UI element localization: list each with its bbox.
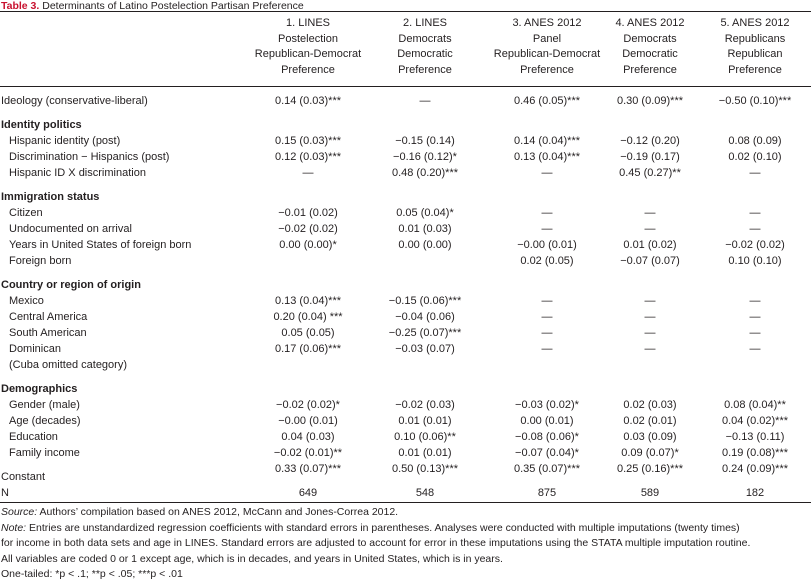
- cell-col-2: −0.15 (0.14): [395, 135, 455, 147]
- cell-col-1: 0.00 (0.00)*: [279, 239, 337, 251]
- cell-col-5: —: [749, 327, 761, 339]
- significance-note: One-tailed: *p < .1; **p < .05; ***p < .01: [1, 568, 183, 581]
- cell-col-3: 0.14 (0.04)***: [513, 135, 581, 147]
- cell-col-5: 0.04 (0.02)***: [721, 415, 789, 427]
- table-row: [0, 149, 811, 165]
- source-note: [1, 505, 809, 521]
- table-row: [0, 293, 811, 309]
- column-header-line: Preference: [728, 63, 782, 76]
- table-title: Determinants of Latino Postelection Partisan Preference: [42, 0, 304, 12]
- column-header-1: [238, 16, 378, 78]
- row-label: Family income: [9, 447, 80, 459]
- section-label: Demographics: [1, 383, 78, 395]
- bottom-rule: [0, 502, 811, 503]
- cell-col-4: 0.02 (0.03): [623, 399, 677, 411]
- cell-col-2: 0.10 (0.06)**: [394, 431, 456, 443]
- section-header-row: [0, 277, 811, 293]
- row-label: Hispanic ID X discrimination: [9, 167, 146, 179]
- cell-col-2: 0.01 (0.01): [398, 447, 452, 459]
- cell-col-5: 0.10 (0.10): [728, 255, 782, 267]
- cell-col-1: −0.01 (0.02): [278, 207, 338, 219]
- table-row: [0, 461, 811, 477]
- column-header-line: Democratic: [397, 48, 453, 61]
- cell-col-5: 0.08 (0.04)**: [724, 399, 786, 411]
- cell-col-4: —: [644, 311, 656, 323]
- cell-col-2: 0.48 (0.20)***: [391, 167, 459, 179]
- cell-col-2: 0.50 (0.13)***: [391, 463, 459, 475]
- cell-col-5: 0.24 (0.09)***: [721, 463, 789, 475]
- cell-col-2: −0.03 (0.07): [395, 343, 455, 355]
- cell-col-2: 548: [415, 487, 435, 499]
- row-label: Dominican: [9, 343, 61, 355]
- cell-col-1: —: [302, 167, 314, 179]
- cell-col-3: 875: [537, 487, 557, 499]
- row-label: Citizen: [9, 207, 43, 219]
- column-header-line: 2. LINES: [402, 17, 448, 29]
- cell-col-3: —: [541, 207, 553, 219]
- cell-col-5: —: [749, 223, 761, 235]
- table-row: [0, 309, 811, 325]
- cell-col-3: —: [541, 295, 553, 307]
- cell-col-1: 649: [298, 487, 318, 499]
- cell-col-4: 0.02 (0.01): [623, 415, 677, 427]
- cell-col-5: 0.19 (0.08)***: [721, 447, 789, 459]
- column-header-line: Democratic: [622, 48, 678, 61]
- cell-col-4: 0.09 (0.07)*: [621, 447, 679, 459]
- cell-col-1: −0.02 (0.02): [278, 223, 338, 235]
- cell-col-3: 0.35 (0.07)***: [513, 463, 581, 475]
- column-header-line: Democrats: [623, 32, 677, 45]
- row-label: (Cuba omitted category): [9, 359, 127, 371]
- source-text: Authors’ compilation based on ANES 2012, McCann and Jones-Correa 2012.: [37, 506, 399, 518]
- cell-col-5: —: [749, 311, 761, 323]
- cell-col-2: −0.16 (0.12)*: [393, 151, 457, 163]
- column-header-line: 4. ANES 2012: [615, 17, 685, 29]
- table-row: [0, 237, 811, 253]
- column-header-line: Democrats: [398, 32, 452, 45]
- note-line: Entries are unstandardized regression coefficients with standard errors in parentheses. Analyses were conducted with multiple imputations (twenty times): [26, 521, 740, 534]
- cell-col-5: 0.02 (0.10): [728, 151, 782, 163]
- column-header-line: 5. ANES 2012: [720, 17, 790, 29]
- cell-col-3: —: [541, 223, 553, 235]
- cell-col-2: −0.25 (0.07)***: [388, 327, 462, 339]
- cell-col-1: 0.04 (0.03): [281, 431, 335, 443]
- column-header-line: Preference: [281, 63, 335, 76]
- cell-col-2: −0.02 (0.03): [395, 399, 455, 411]
- cell-col-3: 0.02 (0.05): [520, 255, 574, 267]
- section-label: Country or region of origin: [1, 279, 141, 291]
- method-note-cont: [1, 536, 809, 552]
- section-label: Immigration status: [1, 191, 100, 203]
- note-label: Note:: [1, 521, 27, 534]
- table-row: [0, 413, 811, 429]
- cell-col-4: —: [644, 295, 656, 307]
- table-row: [0, 93, 811, 109]
- table-row: [0, 133, 811, 149]
- cell-col-4: —: [644, 327, 656, 339]
- cell-col-3: —: [541, 327, 553, 339]
- cell-col-3: 0.46 (0.05)***: [513, 95, 581, 107]
- table-row: [0, 397, 811, 413]
- table-row: [0, 445, 811, 461]
- cell-col-3: —: [541, 343, 553, 355]
- cell-col-4: 0.30 (0.09)***: [616, 95, 684, 107]
- section-header-row: [0, 189, 811, 205]
- method-note-cont: [1, 552, 809, 568]
- table-row: [0, 485, 811, 501]
- column-header-line: Preference: [623, 63, 677, 76]
- row-label: Hispanic identity (post): [9, 135, 121, 147]
- cell-col-1: −0.02 (0.02)*: [276, 399, 340, 411]
- cell-col-2: −0.15 (0.06)***: [388, 295, 462, 307]
- cell-col-1: 0.15 (0.03)***: [274, 135, 342, 147]
- cell-col-1: 0.05 (0.05): [281, 327, 335, 339]
- row-label: Central America: [9, 311, 88, 323]
- table-row: [0, 253, 811, 269]
- cell-col-1: 0.20 (0.04) ***: [273, 311, 343, 323]
- column-header-line: Republican-Democrat: [493, 48, 601, 61]
- column-header-line: Preference: [398, 63, 452, 76]
- cell-col-4: −0.12 (0.20): [620, 135, 680, 147]
- top-rule: [0, 11, 811, 12]
- table-row: [0, 205, 811, 221]
- row-label: Mexico: [9, 295, 44, 307]
- cell-col-5: −0.13 (0.11): [725, 431, 785, 443]
- cell-col-5: —: [749, 207, 761, 219]
- cell-col-2: 0.05 (0.04)*: [396, 207, 454, 219]
- cell-col-3: 0.13 (0.04)***: [513, 151, 581, 163]
- column-header-line: Panel: [532, 32, 562, 45]
- method-note: [1, 521, 809, 537]
- cell-col-2: 0.01 (0.01): [398, 415, 452, 427]
- column-header-line: Preference: [520, 63, 574, 76]
- table-row: [0, 165, 811, 181]
- source-label: Source:: [1, 506, 38, 518]
- table-row: [0, 357, 811, 373]
- cell-col-3: −0.08 (0.06)*: [515, 431, 579, 443]
- column-header-line: Republican: [727, 48, 783, 61]
- cell-col-4: 0.45 (0.27)**: [619, 167, 681, 179]
- table-number: Table 3.: [1, 0, 40, 12]
- row-label: Ideology (conservative-liberal): [1, 95, 148, 107]
- column-header-5: [705, 16, 805, 78]
- cell-col-5: —: [749, 343, 761, 355]
- cell-col-5: −0.50 (0.10)***: [718, 95, 792, 107]
- header-rule: [0, 86, 811, 87]
- row-label: Undocumented on arrival: [9, 223, 132, 235]
- cell-col-4: —: [644, 207, 656, 219]
- cell-col-4: 589: [640, 487, 660, 499]
- cell-col-4: 0.03 (0.09): [623, 431, 677, 443]
- cell-col-1: 0.13 (0.04)***: [274, 295, 342, 307]
- cell-col-4: −0.07 (0.07): [620, 255, 680, 267]
- row-label: Years in United States of foreign born: [9, 239, 192, 251]
- row-label: Foreign born: [9, 255, 72, 267]
- cell-col-4: 0.25 (0.16)***: [616, 463, 684, 475]
- cell-col-2: 0.00 (0.00): [398, 239, 452, 251]
- column-header-4: [600, 16, 700, 78]
- row-label: South American: [9, 327, 87, 339]
- cell-col-5: 182: [745, 487, 765, 499]
- section-header-row: [0, 117, 811, 133]
- section-header-row: [0, 381, 811, 397]
- column-header-line: 1. LINES: [285, 17, 331, 29]
- note-line: for income in both data sets and age in LINES. Standard errors are adjusted to account for error in these imputations using the STATA multiple imputation routine.: [1, 537, 751, 550]
- cell-col-3: −0.00 (0.01): [517, 239, 577, 251]
- column-header-line: 3. ANES 2012: [512, 17, 582, 29]
- column-header-2: [370, 16, 480, 78]
- cell-col-5: —: [749, 167, 761, 179]
- cell-col-3: —: [541, 167, 553, 179]
- table-notes: [1, 505, 809, 583]
- note-line: All variables are coded 0 or 1 except age, which is in decades, and years in United States, which is in years.: [1, 552, 503, 565]
- section-label: Identity politics: [1, 119, 82, 131]
- cell-col-1: 0.17 (0.06)***: [274, 343, 342, 355]
- cell-col-3: −0.07 (0.04)*: [515, 447, 579, 459]
- row-label: Gender (male): [9, 399, 80, 411]
- table-row: [0, 325, 811, 341]
- cell-col-2: —: [419, 95, 431, 107]
- cell-col-2: 0.01 (0.03): [398, 223, 452, 235]
- row-label: Education: [9, 431, 58, 443]
- cell-col-3: —: [541, 311, 553, 323]
- cell-col-2: −0.04 (0.06): [395, 311, 455, 323]
- cell-col-1: −0.00 (0.01): [278, 415, 338, 427]
- cell-col-5: −0.02 (0.02): [725, 239, 785, 251]
- table-row: [0, 221, 811, 237]
- table-row: [0, 341, 811, 357]
- cell-col-5: —: [749, 295, 761, 307]
- row-label: Constant: [1, 471, 46, 483]
- cell-col-4: −0.19 (0.17): [620, 151, 680, 163]
- cell-col-5: 0.08 (0.09): [728, 135, 782, 147]
- cell-col-1: 0.14 (0.03)***: [274, 95, 342, 107]
- cell-col-4: —: [644, 223, 656, 235]
- cell-col-3: 0.00 (0.01): [520, 415, 574, 427]
- column-header-line: Republicans: [724, 32, 786, 45]
- row-label: Age (decades): [9, 415, 81, 427]
- column-header-line: Postelection: [278, 32, 338, 45]
- cell-col-1: −0.02 (0.01)**: [273, 447, 343, 459]
- cell-col-4: —: [644, 343, 656, 355]
- row-label: Discrimination − Hispanics (post): [9, 151, 170, 163]
- cell-col-4: 0.01 (0.02): [623, 239, 677, 251]
- cell-col-1: 0.33 (0.07)***: [274, 463, 342, 475]
- row-label: N: [1, 487, 9, 499]
- cell-col-3: −0.03 (0.02)*: [515, 399, 579, 411]
- table-row: [0, 429, 811, 445]
- column-header-line: Republican-Democrat: [254, 48, 362, 61]
- cell-col-1: 0.12 (0.03)***: [274, 151, 342, 163]
